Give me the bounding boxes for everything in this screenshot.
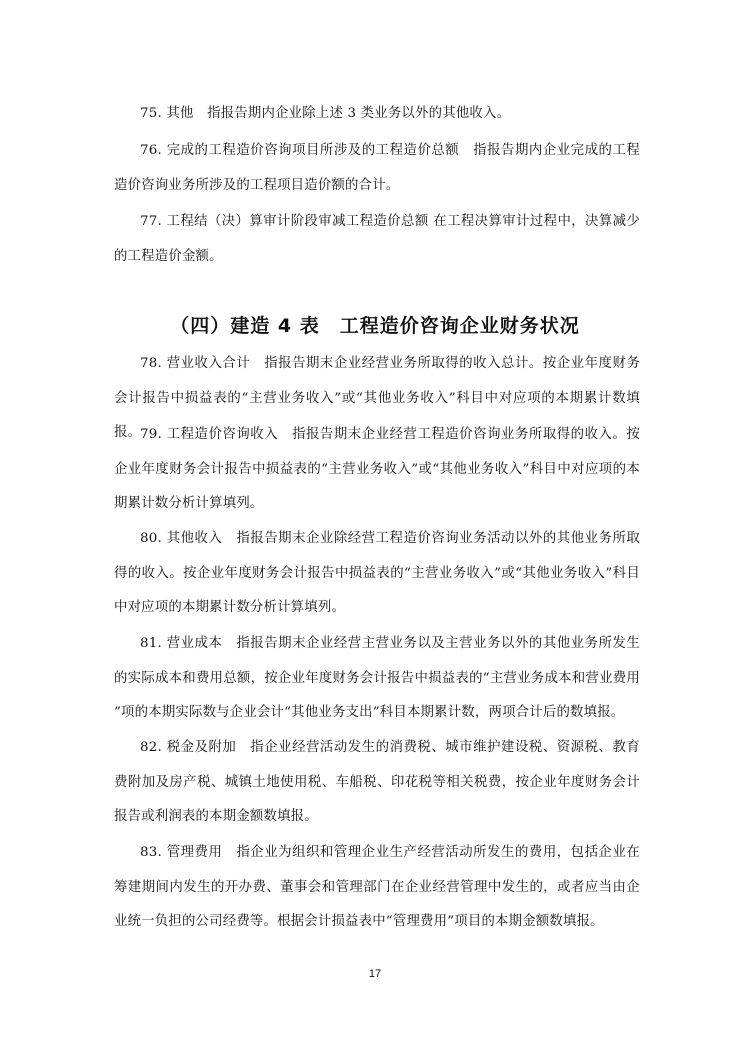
paragraph-76: 76. 完成的工程造价咨询项目所涉及的工程造价总额 指报告期内企业完成的工程造价咨询业务所涉及的工程项目造价额的合计。 xyxy=(114,143,640,193)
paragraph-83: 83. 管理费用 指企业为组织和管理企业生产经营活动所发生的费用，包括企业在筹建期间内发生的开办费、董事会和管理部门在企业经营管理中发生的，或者应当由企业统一负担的公司经费等。根据会计损益表中“管理费用”项目的本期金额数填报。 xyxy=(114,845,640,929)
paragraph-80: 80. 其他收入 指报告期末企业除经营工程造价咨询业务活动以外的其他业务所取得的收入。按企业年度财务会计报告中损益表的“主营业务收入”或“其他业务收入”科目中对应项的本期累计数分析计算填列。 xyxy=(114,531,640,615)
paragraph-77: 77. 工程结（决）算审计阶段审减工程造价总额 在工程决算审计过程中，决算减少的工程造价金额。 xyxy=(114,214,640,264)
paragraph-75: 75. 其他 指报告期内企业除上述 3 类业务以外的其他收入。 xyxy=(140,106,511,121)
section-heading: （四）建造 4 表 工程造价咨询企业财务状况 xyxy=(170,315,580,337)
paragraph-79: 79. 工程造价咨询收入 指报告期末企业经营工程造价咨询业务所取得的收入。按企业年度财务会计报告中损益表的“主营业务收入”或“其他业务收入”科目中对应项的本期累计数分析计算填列。 xyxy=(114,427,640,511)
paragraph-78: 78. 营业收入合计 指报告期末企业经营业务所取得的收入总计。按企业年度财务会计报告中损益表的“主营业务收入”或“其他业务收入”科目中对应项的本期累计数填报。 xyxy=(114,356,640,440)
page-number: 17 xyxy=(368,968,382,980)
paragraph-81: 81. 营业成本 指报告期末企业经营主营业务以及主营业务以外的其他业务所发生的实际成本和费用总额，按企业年度财务会计报告中损益表的“主营业务成本和营业费用 ”项的本期实际数与企业会计“其他业务支出”科目本期累计数，两项合计后的数填报。 xyxy=(114,636,640,720)
paragraph-82: 82. 税金及附加 指企业经营活动发生的消费税、城市维护建设税、资源税、教育费附加及房产税、城镇土地使用税、车船税、印花税等相关税费，按企业年度财务会计报告或利润表的本期金额数填报。 xyxy=(114,740,640,824)
